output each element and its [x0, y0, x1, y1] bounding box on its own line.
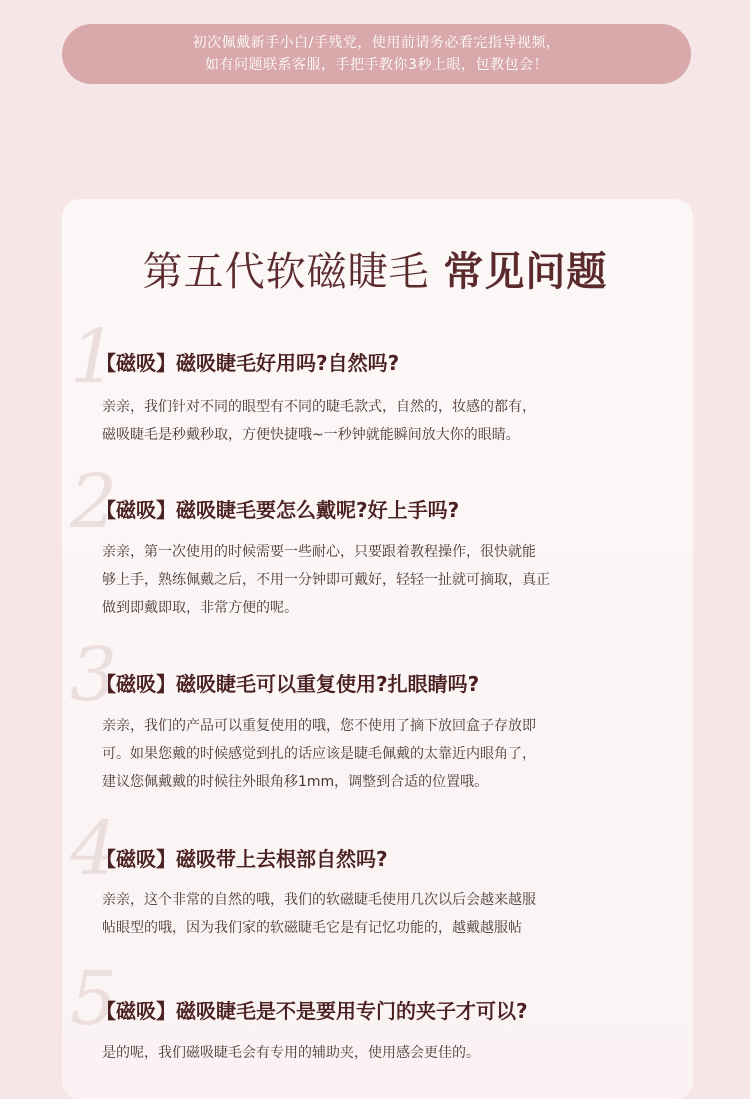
faq-tag: 【磁吸】 [96, 672, 176, 696]
faq-answer-line: 建议您佩戴戴的时候往外眼角移1mm，调整到合适的位置哦。 [102, 774, 489, 790]
faq-answer-line: 亲亲，第一次使用的时候需要一些耐心，只要跟着教程操作，很快就能 [102, 544, 536, 560]
faq-tag: 【磁吸】 [96, 351, 176, 375]
faq-question [96, 843, 388, 872]
faq-number: 5 [70, 956, 118, 1042]
faq-answer-line: 是的呢，我们磁吸睫毛会有专用的辅助夹，使用感会更佳的。 [102, 1045, 480, 1061]
faq-answer-line: 亲亲，我们的产品可以重复使用的哦，您不使用了摘下放回盒子存放即 [102, 718, 536, 734]
faq-number: 2 [70, 459, 118, 545]
title-light: 第五代软磁睫毛 [142, 249, 430, 295]
faq-answer-line: 亲亲，我们针对不同的眼型有不同的睫毛款式，自然的，妆感的都有， [102, 399, 536, 415]
notice-line-2: 如有问题联系客服，手把手教你3秒上眼，包教包会！ [205, 57, 548, 73]
faq-number: 1 [70, 314, 118, 400]
title-bold: 常见问题 [443, 249, 608, 295]
faq-answer [102, 712, 622, 796]
faq-question-text: 磁吸睫毛要怎么戴呢?好上手吗? [176, 498, 460, 522]
faq-question-text: 磁吸带上去根部自然吗? [176, 847, 388, 871]
faq-tag: 【磁吸】 [96, 999, 176, 1023]
faq-card [62, 199, 693, 1099]
faq-answer-line: 亲亲，这个非常的自然的哦，我们的软磁睫毛使用几次以后会越来越服 [102, 892, 536, 908]
faq-answer-line: 帖眼型的哦，因为我们家的软磁睫毛它是有记忆功能的，越戴越服帖 [102, 920, 522, 936]
faq-answer [102, 538, 622, 622]
faq-answer-line: 够上手，熟练佩戴之后，不用一分钟即可戴好，轻轻一扯就可摘取，真正 [102, 572, 550, 588]
faq-answer [102, 1039, 622, 1067]
faq-answer-line: 做到即戴即取，非常方便的呢。 [102, 600, 298, 616]
faq-answer [102, 393, 622, 449]
notice-line-1: 初次佩戴新手小白/手残党，使用前请务必看完指导视频， [192, 35, 561, 51]
faq-tag: 【磁吸】 [96, 498, 176, 522]
faq-number: 3 [70, 632, 118, 718]
faq-question-text: 磁吸睫毛好用吗?自然吗? [176, 351, 400, 375]
faq-answer [102, 886, 622, 942]
faq-question [96, 494, 459, 523]
faq-question-text: 磁吸睫毛是不是要用专门的夹子才可以? [176, 999, 528, 1023]
faq-question [96, 347, 399, 376]
faq-question [96, 995, 528, 1024]
faq-tag: 【磁吸】 [96, 847, 176, 871]
faq-number: 4 [70, 806, 118, 892]
faq-answer-line: 可。如果您戴的时候感觉到扎的话应该是睫毛佩戴的太靠近内眼角了， [102, 746, 536, 762]
faq-answer-line: 磁吸睫毛是秒戴秒取，方便快捷哦~一秒钟就能瞬间放大你的眼睛。 [102, 427, 520, 443]
page-title [0, 240, 750, 297]
notice-banner [62, 24, 691, 84]
faq-question [96, 668, 479, 697]
faq-question-text: 磁吸睫毛可以重复使用?扎眼睛吗? [176, 672, 480, 696]
